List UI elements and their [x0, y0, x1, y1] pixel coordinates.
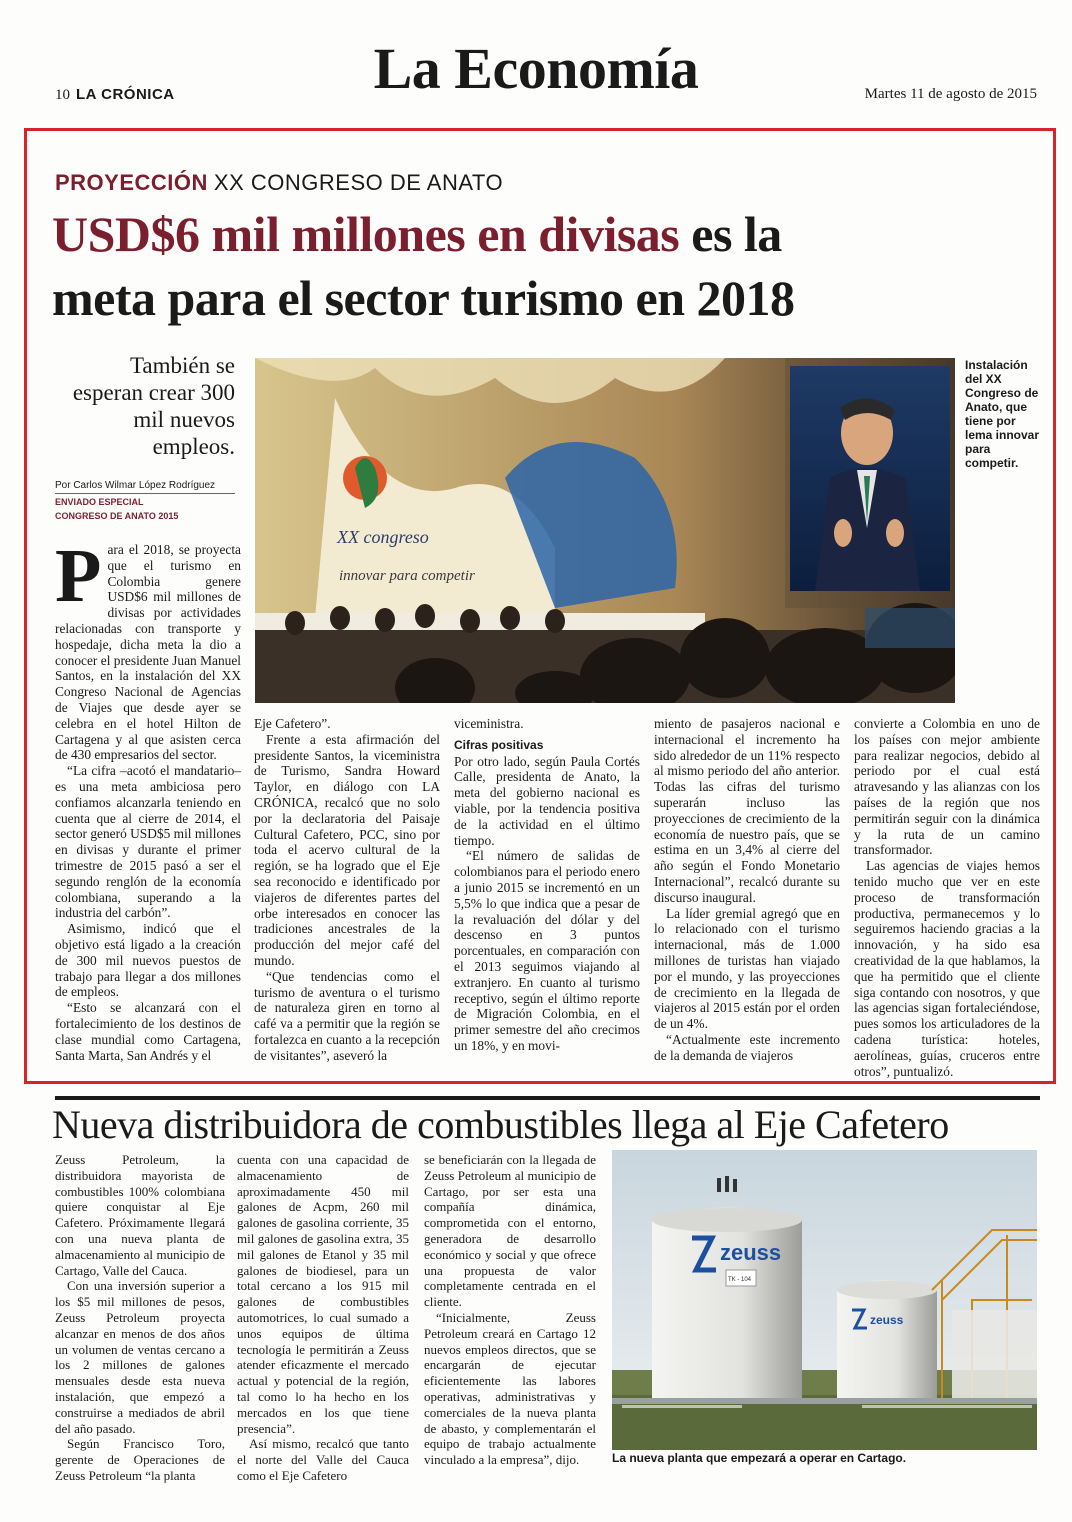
article1-column-3 — [454, 716, 640, 1054]
conference-photo — [255, 358, 955, 703]
zeuss-logo-text: zeuss — [720, 1240, 782, 1265]
paragraph: “Actualmente este incremento de la demanda de viajeros — [654, 1031, 840, 1063]
masthead — [0, 0, 1072, 120]
subhead-cifras: Cifras positivas — [454, 737, 544, 752]
article1-column-5 — [854, 716, 1040, 1079]
fuel-plant-illustration — [612, 1150, 1037, 1450]
conference-photo-caption: Instalación del XX Congreso de Anato, que tiene por lema innovar para competir. — [965, 358, 1040, 470]
paragraph: Frente a esta afirmación del presidente Santos, la viceministra de Turismo, Sandra Howard Taylor, en diálogo con LA CRÓNICA, recalcó que no solo por la declaratoria del Paisaje Cultural Cafetero, PCC, sino por toda el acervo cultural de la región, se ha logrado que el Eje sea reconocido e identificado por viajeros de diferentes partes del orbe interesados en conocer las tradiciones ancestrales de la producción del mejor café del mundo. — [254, 731, 440, 968]
byline-event: CONGRESO DE ANATO 2015 — [55, 511, 179, 521]
issue-date: Martes 11 de agosto de 2015 — [864, 86, 1037, 102]
paragraph: “El número de salidas de colombianos para el periodo enero a junio 2015 se incrementó en un 5,5% lo que indica que a pesar de la revaluación del dólar y del descenso en 3 puntos porcentuales, en comparación con el 2013 seguimos viajando al extranjero. En cuanto al turismo receptivo, según el último reporte de Migración Colombia, en el primer semestre del año crecimos un 18%, y en movi- — [454, 848, 640, 1053]
paragraph: Así mismo, recalcó que tanto el norte del Valle del Cauca como el Eje Cafetero — [237, 1436, 409, 1483]
article2-column-3 — [424, 1152, 596, 1468]
headline-line2: meta para el sector turismo en 2018 — [52, 270, 795, 326]
paragraph: “Que tendencias como el turismo de aventura o el turismo de naturaleza giren en torno al café va a permitir que la región se fortalezca en cuanto a la recepción de visitantes”, aseveró la — [254, 968, 440, 1063]
article2-column-2 — [237, 1152, 409, 1484]
drop-cap: P — [55, 534, 102, 618]
article-kicker — [55, 172, 503, 194]
paragraph: “Esto se alcanzará con el fortalecimiento de los destinos de clase mundial como Cartagena, Santa Marta, San Andrés y el — [55, 1000, 241, 1063]
paragraph: “Inicialmente, Zeuss Petroleum creará en Cartago 12 nuevos empleos directos, que se encargarán de ejecutar eficientemente las labores operativas, administrativas y comerciales de la nueva planta de abasto, y complementarán el equipo de trabajo actualmente vinculado a la empresa”, dijo. — [424, 1309, 596, 1468]
screen-slogan: innovar para competir — [339, 568, 475, 584]
article-deck: También se esperan crear 300 mil nuevos empleos. — [72, 353, 235, 459]
paragraph: Con una inversión superior a los $5 mil millones de pesos, Zeuss Petroleum proyecta alcanzar en menos de dos años un volumen de ventas cercano a los 2 millones de galones mensuales desde esta nueva instalación, que empezó a construirse a mediados de abril del año pasado. — [55, 1278, 225, 1436]
kicker-label: PROYECCIÓN — [55, 170, 208, 195]
headline-highlight: USD$6 mil millones en divisas — [52, 206, 680, 262]
paragraph: “La cifra –acotó el mandatario– es una meta ambiciosa pero confiamos alcanzarla teniendo en cuenta que al cierre de 2014, el sector generó USD$5 mil millones en divisas y durante el primer trimestre de 2015 pasó a ser el segundo renglón de la economía colombiana, superando a la industria del carbón”. — [55, 763, 241, 921]
article1-column-2 — [254, 716, 440, 1064]
paragraph: Las agencias de viajes hemos tenido mucho que ver en este proceso de transformación productiva, permanecemos y lo seguiremos haciendo gracias a la innovación, y ha sido esa creatividad de la que hablamos, la que ha permitido que el cliente siga contando con nosotros, y que las agencias sigan fortaleciéndose, pues somos los articuladores de la cadena turística: hoteles, aerolíneas, guías, cruceros entre otros”, puntualizó. — [854, 858, 1040, 1079]
paragraph: viceministra. — [454, 716, 524, 731]
paragraph: miento de pasajeros nacional e internacional el incremento ha sido alrededor de un 11% respecto al mismo periodo del año anterior. Todas las cifras del turismo superarán incluso las proyecciones de crecimiento de la economía de nuestro país, que se estima en un 3,4% al cierre del año según el Fondo Monetario Internacional”, recalcó durante su discurso inaugural. — [654, 716, 840, 905]
section-title: La Economía — [373, 36, 699, 101]
article-headline — [52, 202, 1042, 330]
article2-column-1 — [55, 1152, 225, 1484]
article1-column-1 — [55, 534, 241, 1063]
headline-rest: es la — [679, 206, 782, 262]
paragraph: Eje Cafetero”. — [254, 716, 331, 731]
tank-label: TK - 104 — [728, 1277, 752, 1283]
paragraph: Por otro lado, según Paula Cortés Calle, presidenta de Anato, la meta del gobierno nacional es viable, por la tendencia positiva de la actividad en el último tiempo. — [454, 753, 640, 848]
screen-text: XX congreso — [337, 527, 429, 547]
conference-photo-illustration — [255, 358, 955, 703]
paragraph: cuenta con una capacidad de almacenamiento de aproximadamente 450 mil galones de Acpm, 260 mil galones de gasolina corriente, 35 mil galones de gasolina extra, 35 mil galones de Etanol y 35 mil galones de biodiesel, para un total cercano a los 915 mil galones de combustibles automotrices, lo cual sumado a unos equipos de última tecnología le permitirán a Zeuss atender eficazmente el mercado actual y potencial de la región, tal como lo ha hecho en los mercados en los que tiene presencia”. — [237, 1152, 409, 1436]
article1-column-4 — [654, 716, 840, 1064]
fuel-plant-photo — [612, 1150, 1037, 1450]
zeuss-logo-text-small: zeuss — [870, 1313, 904, 1327]
byline: Por Carlos Wilmar López Rodríguez — [55, 480, 235, 494]
paragraph: convierte a Colombia en uno de los países con mejor ambiente para realizar negocios, debido al periodo por el cual está atravesando y las alianzas con los países de la región que nos permitirán seguir con la dinámica y la ruta de un camino transformador. — [854, 716, 1040, 858]
fuel-plant-caption: La nueva planta que empezará a operar en Cartago. — [612, 1451, 907, 1465]
lead-paragraph — [55, 534, 241, 763]
paragraph: Zeuss Petroleum, la distribuidora mayorista de combustibles 100% colombiana quiere conquistar al Eje Cafetero. Próximamente llegará con una nueva planta de almacenamiento al municipio de Cartago, Valle del Cauca. — [55, 1152, 225, 1278]
page-number-value: 10 — [55, 87, 70, 103]
paragraph: Asimismo, indicó que el objetivo está ligado a la creación de 300 mil nuevos puestos de trabajo para llegar a dos millones de empleos. — [55, 921, 241, 1000]
paragraph-text: ara el 2018, se proyecta que el turismo en Colombia genere USD$6 mil millones de divisas por actividades relacionadas con transporte y hospedaje, dicha meta la dio a conocer el presidente Juan Manuel Santos, en la instalación del XX Congreso Nacional de Agencias de Viajes que desde ayer se celebra en el hotel Hilton de Cartagena y al que asisten cerca de 430 empresarios del sector. — [55, 542, 241, 763]
byline-role: ENVIADO ESPECIAL — [55, 497, 144, 507]
paragraph: La líder gremial agregó que en lo relacionado con el turismo internacional, más de 1.000 millones de turistas han viajado por el mundo, y las proyecciones de crecimiento en la llegada de viajeros al 2015 están por el orden de un 4%. — [654, 905, 840, 1032]
paragraph: se beneficiarán con la llegada de Zeuss Petroleum al municipio de Cartago, por ser esta una compañía dinámica, comprometida con el entorno, generadora de desarrollo económico y social y que ofrece una propuesta de valor completamente centrada en el cliente. — [424, 1152, 596, 1310]
article2-headline: Nueva distribuidora de combustibles llega al Eje Cafetero — [52, 1102, 949, 1147]
section-divider — [55, 1096, 1040, 1100]
newspaper-brand: LA CRÓNICA — [76, 86, 175, 103]
paragraph: Según Francisco Toro, gerente de Operaciones de Zeuss Petroleum “la planta — [55, 1436, 225, 1483]
kicker-text: XX CONGRESO DE ANATO — [213, 170, 504, 195]
